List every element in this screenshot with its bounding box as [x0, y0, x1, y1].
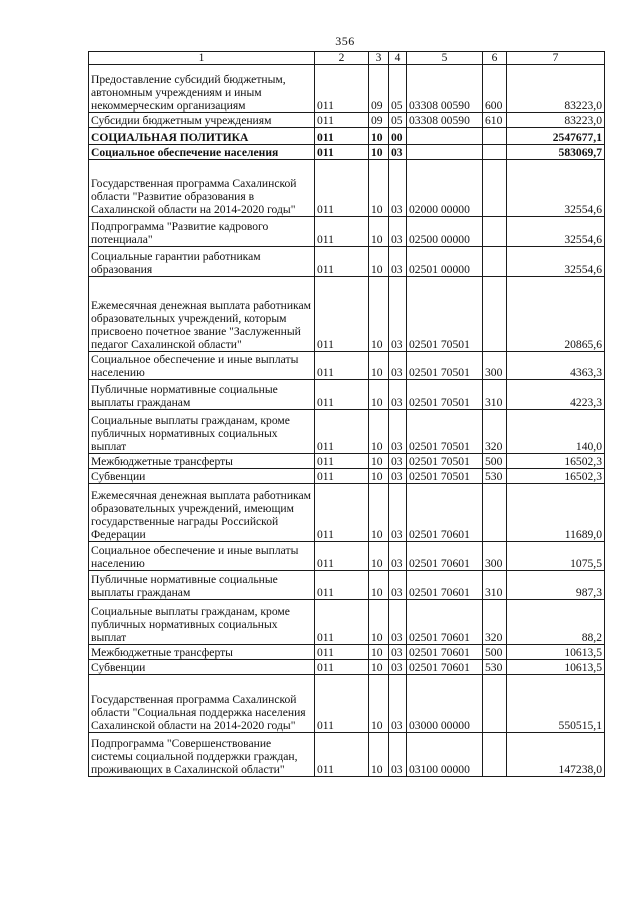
- amount-cell: 147238,0: [507, 733, 605, 777]
- subsection-code-cell: 00: [389, 128, 407, 145]
- subsection-code-cell: 03: [389, 469, 407, 484]
- page-number: 356: [335, 34, 355, 48]
- table-header-row: [89, 52, 605, 65]
- expense-type-cell: 310: [483, 571, 507, 600]
- section-code-cell: 10: [369, 454, 389, 469]
- expense-type-cell: [483, 277, 507, 352]
- amount-cell: 10613,5: [507, 660, 605, 675]
- row-name-cell: Подпрограмма "Совершенствование системы социальной поддержки граждан, проживающих в Сахалинской области": [89, 733, 315, 777]
- ministry-code-cell: 011: [315, 571, 369, 600]
- table-row: [89, 277, 605, 352]
- expense-type-cell: 310: [483, 380, 507, 410]
- target-article-cell: 02000 00000: [407, 160, 483, 217]
- amount-cell: 32554,6: [507, 217, 605, 247]
- subsection-code-cell: 05: [389, 65, 407, 113]
- subsection-code-cell: 03: [389, 571, 407, 600]
- target-article-cell: 02501 70501: [407, 277, 483, 352]
- target-article-cell: 02501 70501: [407, 454, 483, 469]
- subsection-code-cell: 03: [389, 542, 407, 571]
- amount-cell: 32554,6: [507, 247, 605, 277]
- target-article-cell: 03100 00000: [407, 733, 483, 777]
- section-code-cell: 09: [369, 113, 389, 128]
- table-row: [89, 675, 605, 733]
- target-article-cell: 03000 00000: [407, 675, 483, 733]
- ministry-code-cell: 011: [315, 247, 369, 277]
- row-name-cell: Социальное обеспечение и иные выплаты населению: [89, 352, 315, 380]
- amount-cell: 83223,0: [507, 113, 605, 128]
- table-row: [89, 217, 605, 247]
- section-code-cell: 10: [369, 128, 389, 145]
- target-article-cell: 02501 70601: [407, 484, 483, 542]
- row-name-cell: Субвенции: [89, 469, 315, 484]
- expense-type-cell: 300: [483, 352, 507, 380]
- expense-type-cell: [483, 675, 507, 733]
- row-name-cell: Субсидии бюджетным учреждениям: [89, 113, 315, 128]
- header-cell: 6: [483, 52, 507, 65]
- row-name-cell: Подпрограмма "Развитие кадрового потенциала": [89, 217, 315, 247]
- ministry-code-cell: 011: [315, 660, 369, 675]
- header-cell: 4: [389, 52, 407, 65]
- row-name-cell: СОЦИАЛЬНАЯ ПОЛИТИКА: [89, 128, 315, 145]
- header-cell: 1: [89, 52, 315, 65]
- subsection-code-cell: 05: [389, 113, 407, 128]
- amount-cell: 88,2: [507, 600, 605, 645]
- expense-type-cell: 320: [483, 600, 507, 645]
- row-name-cell: Социальное обеспечение населения: [89, 145, 315, 160]
- expense-type-cell: [483, 247, 507, 277]
- row-name-cell: Публичные нормативные социальные выплаты гражданам: [89, 380, 315, 410]
- subsection-code-cell: 03: [389, 160, 407, 217]
- expense-type-cell: [483, 145, 507, 160]
- section-code-cell: 10: [369, 410, 389, 454]
- ministry-code-cell: 011: [315, 65, 369, 113]
- table-row: [89, 660, 605, 675]
- table-row: [89, 645, 605, 660]
- table-row: [89, 410, 605, 454]
- subsection-code-cell: 03: [389, 217, 407, 247]
- target-article-cell: 02501 70501: [407, 410, 483, 454]
- section-code-cell: 10: [369, 542, 389, 571]
- target-article-cell: 02501 70501: [407, 469, 483, 484]
- table-row: [89, 542, 605, 571]
- budget-table: [88, 51, 605, 777]
- table-row: [89, 247, 605, 277]
- header-cell: 7: [507, 52, 605, 65]
- ministry-code-cell: 011: [315, 380, 369, 410]
- section-code-cell: 10: [369, 675, 389, 733]
- amount-cell: 1075,5: [507, 542, 605, 571]
- section-code-cell: 10: [369, 469, 389, 484]
- table-row: [89, 160, 605, 217]
- subsection-code-cell: 03: [389, 733, 407, 777]
- row-name-cell: Социальные выплаты гражданам, кроме публичных нормативных социальных выплат: [89, 600, 315, 645]
- row-name-cell: Социальные выплаты гражданам, кроме публичных нормативных социальных выплат: [89, 410, 315, 454]
- table-row: [89, 352, 605, 380]
- ministry-code-cell: 011: [315, 113, 369, 128]
- row-name-cell: Предоставление субсидий бюджетным, автономным учреждениям и иным некоммерческим организациям: [89, 65, 315, 113]
- row-name-cell: Субвенции: [89, 660, 315, 675]
- subsection-code-cell: 03: [389, 645, 407, 660]
- expense-type-cell: 300: [483, 542, 507, 571]
- expense-type-cell: [483, 217, 507, 247]
- row-name-cell: Ежемесячная денежная выплата работникам образовательных учреждений, которым присвоено почетное звание "Заслуженный педагог Сахалинской области": [89, 277, 315, 352]
- section-code-cell: 10: [369, 484, 389, 542]
- table-row: [89, 380, 605, 410]
- row-name-cell: Государственная программа Сахалинской области "Развитие образования в Сахалинской области на 2014-2020 годы": [89, 160, 315, 217]
- ministry-code-cell: 011: [315, 145, 369, 160]
- target-article-cell: 02501 70501: [407, 380, 483, 410]
- amount-cell: 550515,1: [507, 675, 605, 733]
- row-name-cell: Ежемесячная денежная выплата работникам образовательных учреждений, имеющим государственные награды Российской Федерации: [89, 484, 315, 542]
- ministry-code-cell: 011: [315, 454, 369, 469]
- ministry-code-cell: 011: [315, 277, 369, 352]
- expense-type-cell: 530: [483, 469, 507, 484]
- subsection-code-cell: 03: [389, 484, 407, 542]
- amount-cell: 16502,3: [507, 454, 605, 469]
- amount-cell: 16502,3: [507, 469, 605, 484]
- subsection-code-cell: 03: [389, 380, 407, 410]
- section-code-cell: 10: [369, 247, 389, 277]
- row-name-cell: Государственная программа Сахалинской области "Социальная поддержка населения Сахалинской области на 2014-2020 годы": [89, 675, 315, 733]
- subsection-code-cell: 03: [389, 277, 407, 352]
- row-name-cell: Социальное обеспечение и иные выплаты населению: [89, 542, 315, 571]
- table-row: [89, 600, 605, 645]
- row-name-cell: Социальные гарантии работникам образования: [89, 247, 315, 277]
- expense-type-cell: 530: [483, 660, 507, 675]
- amount-cell: 583069,7: [507, 145, 605, 160]
- target-article-cell: 02501 70601: [407, 542, 483, 571]
- ministry-code-cell: 011: [315, 733, 369, 777]
- ministry-code-cell: 011: [315, 484, 369, 542]
- target-article-cell: 02501 70501: [407, 352, 483, 380]
- ministry-code-cell: 011: [315, 675, 369, 733]
- row-name-cell: Публичные нормативные социальные выплаты гражданам: [89, 571, 315, 600]
- section-code-cell: 10: [369, 277, 389, 352]
- section-code-cell: 10: [369, 571, 389, 600]
- amount-cell: 11689,0: [507, 484, 605, 542]
- amount-cell: 32554,6: [507, 160, 605, 217]
- expense-type-cell: [483, 484, 507, 542]
- header-cell: 3: [369, 52, 389, 65]
- section-code-cell: 10: [369, 733, 389, 777]
- target-article-cell: 02500 00000: [407, 217, 483, 247]
- header-cell: 2: [315, 52, 369, 65]
- subsection-code-cell: 03: [389, 410, 407, 454]
- ministry-code-cell: 011: [315, 542, 369, 571]
- target-article-cell: 02501 70601: [407, 660, 483, 675]
- ministry-code-cell: 011: [315, 410, 369, 454]
- amount-cell: 987,3: [507, 571, 605, 600]
- table-row: [89, 454, 605, 469]
- expense-type-cell: 500: [483, 645, 507, 660]
- amount-cell: 4363,3: [507, 352, 605, 380]
- section-code-cell: 10: [369, 145, 389, 160]
- expense-type-cell: [483, 733, 507, 777]
- table-row: [89, 113, 605, 128]
- ministry-code-cell: 011: [315, 645, 369, 660]
- ministry-code-cell: 011: [315, 600, 369, 645]
- table-row: [89, 469, 605, 484]
- expense-type-cell: [483, 160, 507, 217]
- target-article-cell: 02501 70601: [407, 571, 483, 600]
- target-article-cell: [407, 145, 483, 160]
- section-code-cell: 10: [369, 380, 389, 410]
- section-code-cell: 10: [369, 160, 389, 217]
- table-row: [89, 128, 605, 145]
- header-cell: 5: [407, 52, 483, 65]
- table-row: [89, 484, 605, 542]
- target-article-cell: 02501 70601: [407, 645, 483, 660]
- subsection-code-cell: 03: [389, 454, 407, 469]
- target-article-cell: 02501 00000: [407, 247, 483, 277]
- target-article-cell: [407, 128, 483, 145]
- ministry-code-cell: 011: [315, 128, 369, 145]
- ministry-code-cell: 011: [315, 160, 369, 217]
- expense-type-cell: [483, 128, 507, 145]
- section-code-cell: 10: [369, 660, 389, 675]
- section-code-cell: 09: [369, 65, 389, 113]
- subsection-code-cell: 03: [389, 675, 407, 733]
- amount-cell: 83223,0: [507, 65, 605, 113]
- amount-cell: 2547677,1: [507, 128, 605, 145]
- table-row: [89, 733, 605, 777]
- expense-type-cell: 500: [483, 454, 507, 469]
- ministry-code-cell: 011: [315, 352, 369, 380]
- amount-cell: 140,0: [507, 410, 605, 454]
- section-code-cell: 10: [369, 352, 389, 380]
- table-row: [89, 571, 605, 600]
- section-code-cell: 10: [369, 217, 389, 247]
- target-article-cell: 03308 00590: [407, 113, 483, 128]
- subsection-code-cell: 03: [389, 352, 407, 380]
- amount-cell: 10613,5: [507, 645, 605, 660]
- ministry-code-cell: 011: [315, 469, 369, 484]
- row-name-cell: Межбюджетные трансферты: [89, 454, 315, 469]
- table-row: [89, 65, 605, 113]
- table-row: [89, 145, 605, 160]
- target-article-cell: 02501 70601: [407, 600, 483, 645]
- row-name-cell: Межбюджетные трансферты: [89, 645, 315, 660]
- subsection-code-cell: 03: [389, 660, 407, 675]
- section-code-cell: 10: [369, 645, 389, 660]
- target-article-cell: 03308 00590: [407, 65, 483, 113]
- expense-type-cell: 610: [483, 113, 507, 128]
- subsection-code-cell: 03: [389, 247, 407, 277]
- section-code-cell: 10: [369, 600, 389, 645]
- amount-cell: 4223,3: [507, 380, 605, 410]
- expense-type-cell: 320: [483, 410, 507, 454]
- expense-type-cell: 600: [483, 65, 507, 113]
- subsection-code-cell: 03: [389, 145, 407, 160]
- ministry-code-cell: 011: [315, 217, 369, 247]
- subsection-code-cell: 03: [389, 600, 407, 645]
- amount-cell: 20865,6: [507, 277, 605, 352]
